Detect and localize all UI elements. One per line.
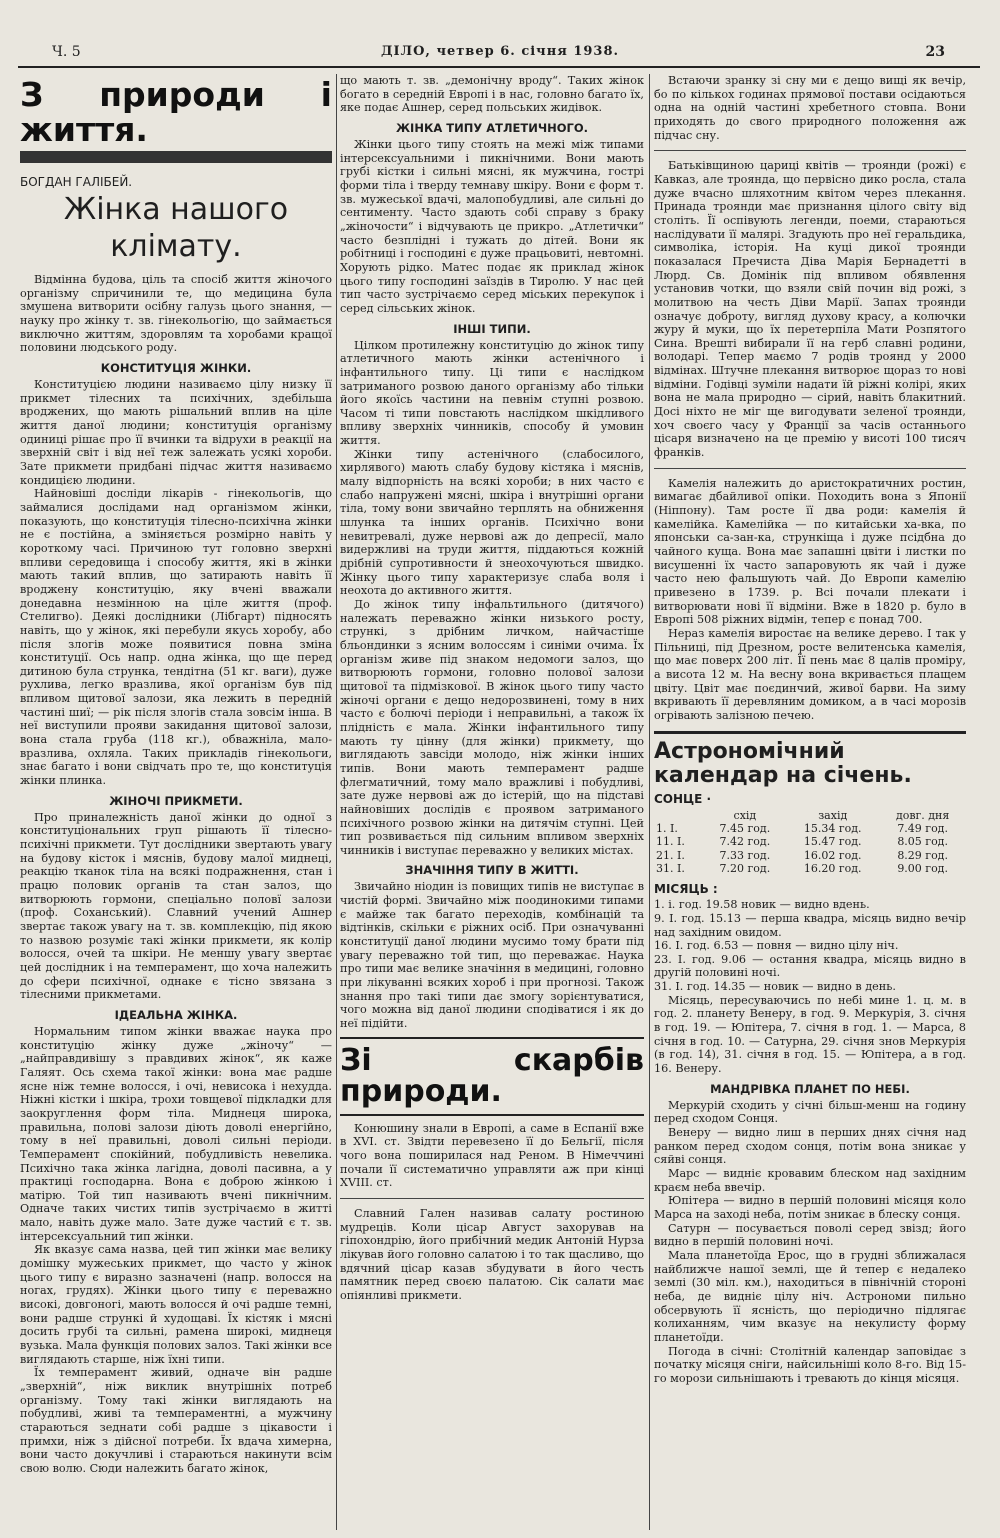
paragraph-mercury: Меркурій сходить у січні більш-менш на годину перед сходом Сонця.	[654, 1098, 966, 1126]
paragraph-camellia-2: Нераз камелія виростає на велике дерево. І так у Пільниці, під Дрезном, росте велитенська камелія, що має поверх 200 літ. Її пень має 8 цалів проміру, а висота 12 м. На весну вона вкривається плащем цвіту. Цвіт має поєдинчий, живої барви. На зиму вкривають її деревляним домиком, а в часі морозів огрівають залізною печею.	[654, 626, 966, 722]
table-header-cell: схід	[733, 808, 757, 822]
moon-phase-line: 16. І. год. 6.53 — повня — видно цілу ніч.	[654, 939, 899, 953]
paragraph-other-1: Цілком протилежну конституцію до жінок типу атлетичного мають жінки астенічного і інфантильного типу. Ці типи є наслідком затриманого розвою даного організму або тільки його якоїсь частини на певнім ступні розвою. Часом ті типи повстають наслідком шкідливого впливу зверхніх чинників, способу й умовин життя.	[340, 338, 644, 448]
table-cell: 7.42 год.	[719, 835, 771, 849]
table-row	[654, 862, 966, 875]
table-row	[654, 849, 966, 862]
paragraph-camellia-1: Камелія належить до аристократичних ростин, вимагає дбайливої опіки. Походить вона з Японії (Ніппону). Там росте її два роди: камелія й камелійка. Камелійка — по китайськи ха-вка, по японськи са-зан-ка, стрункіща і дуже псідбна до чайного куща. Вона має запашні цвіти і листки по висушенні їх часто запаровують як чай і дуже часто нею фальшують чай. До Европи камелію привезено в 1739. р. Всі почали плекати і витворювати нові її відміни. Вже в 1820 р. було в Европі 508 ріжних відмін, тепер є понад 700.	[654, 476, 966, 627]
article-title: Жінка нашого клімату.	[63, 191, 289, 264]
paragraph-eros: Мала планетоїда Ерос, що в грудні зближалася найближче нашої землі, ще й тепер є недалеко землі (30 міл. км.), находиться в північній стороні неба, де видніє цілу ніч. Астрономи пильно обсервують її ясність, що періодично підлягає колиханням, чим вказує на некулисту форму планетоїди.	[654, 1248, 966, 1344]
paragraph-rose: Батьківщиною цариці квітів — троянди (рожі) є Кавказ, але троянда, що первісно дико росла, стала дуже вчасно шляхотним квітом через плекання. Принада троянди має признання цілого світу від століть. Її оспівують легенди, поеми, стараються наслідувати її малярі. Згадують про неї геральдика, символіка, історія. На куці дикої троянди показалася Пречиста Діва Марія Бернадетті в Люрд. Св. Домінік під впливом обявлення установив чотки, що взяли свій почин від рожі, з молитвою на честь Діви Марії. Запах троянди означує доброту, вигляд духову красу, а колючки журу й муки, що їх перетерпіла Мати Розпятого Сина. Врешті вибирали її на герб славні родини, володарі. Тепер маємо 7 родів троянд у 2000 відмінах. Штучне плекання витворює щораз то нові відміни. Годівці зуміли надати їй ріжні колірі, яких вона не мала природно — сірий, навіть блакитний. Досі ніхто не міг ще вигодувати зеленої троянди, хоч своєго часу у Франції за часів останнього цісаря визначено на це премію у висоті 100 тисяч франків.	[654, 159, 966, 460]
heading-meaning: ЗНАЧІННЯ ТИПУ В ЖИТТІ.	[405, 863, 579, 878]
table-cell: 9.00 год.	[897, 862, 948, 876]
author: БОГДАН ГАЛІБЕЙ.	[20, 175, 133, 190]
table-row	[654, 835, 966, 848]
table-header-cell: довг. дня	[895, 808, 950, 822]
paragraph-jupiter: Юпітера — видно в першій половині місяця коло Марса на заході неба, потім зникає в блеску сонця.	[654, 1194, 966, 1221]
paragraph-ideal-2: Як вказує сама назва, цей тип жінки має велику домішку мужеських прикмет, що часто у жінок цього типу є виразно зазначені (напр. волосся на ногах, грудях). Жінки цього типу є переважно високі, довгоногі, мають волосся й очі радше темні, вони радше стрункі й худощаві. Їх кістяк і мясні досить грубі та сильні, рамена широкі, миднеця вузька. Мала функція полових залоз. Такі жінки все виглядають старше, ніж їхні типи.	[20, 1243, 332, 1366]
section-band	[20, 151, 332, 163]
moon-phase-line: 23. І. год. 9.06 — остання квадра, місяць видно в другій половині ночі.	[654, 952, 966, 980]
astronomical-calendar-title: Астрономічний календар на січень.	[654, 731, 966, 788]
paragraph-meaning: Звичайно ніодин із повищих типів не виступає в чистій формі. Звичайно між поодинокими типами є майже так багато переходів, комбінацій та відтінків, скільки є ріжних осіб. При означуванні конституції даної людини мусимо тому брати під увагу переважно той тип, що переважає. Наука про типи має велике значіння в медицині, головно при лікуванні всяких хороб і при прогнозі. Також знання про такі типи дає змогу зорієнтуватися, чого можна від даної людини сподіватися і як до неї підійти.	[340, 880, 644, 1031]
column-3	[654, 74, 966, 1530]
divider	[654, 150, 966, 151]
table-header-cell: захід	[818, 808, 848, 822]
issue-number: Ч. 5	[52, 44, 81, 60]
paragraph-saturn: Сатурн — посувається поволі серед звізд; його видно в першій половині ночі.	[654, 1221, 966, 1249]
page-number: 23	[925, 44, 945, 60]
section-title-2: Зі скарбів природи.	[340, 1037, 644, 1116]
column-divider	[336, 74, 337, 1530]
masthead-date: ДІЛО, четвер 6. січня 1938.	[380, 44, 620, 59]
paragraph-intro: Відмінна будова, ціль та спосіб життя жіночого організму спричинили те, що медицина була змушена витворити осібну галузь цього знання, — науку про жінку т. зв. гінекольогію, що займається виключно життям, здоровлям та хоробами кращої половини людського роду.	[20, 273, 332, 355]
table-cell: 16.20 год.	[803, 862, 862, 876]
header-rule	[18, 66, 980, 68]
paragraph-ideal-1: Нормальним типом жінки вважає наука про конституцію жінку дуже „жіночу“ — „найправдивішу з правдивих жінок“, як каже Галяят. Ось схема такої жінки: вона має радше ясне ніж темне волосся, і очі, невисока і нехудда. Ніжні кістки і шкіра, трохи товщевої підкладки для заокруглення форм тіла. Миднеця широка, правильна, полові залози діють доволі енергійно, тому в неї правильні, доволі сильні періоди. Темперамент спокійний, побудливість невелика. Психічно така жінка лагідна, доволі пасивна, а у практиці господарна. Вона є доброю жінкою і матірю. Той тип називають вчені пикнічним. Одначе таких чистих типів зустрічаємо в житті мало, навіть дуже мало. Зате дуже частий є т. зв. інтерсексуальний тип жінки.	[20, 1024, 332, 1243]
column-2	[340, 74, 644, 1530]
paragraph-constitution-1: Конституцією людини називаємо цілу низку її прикмет тілесних та психічних, здебільша вроджених, що мають рішальний вплив на ціле життя даної людини; конституція організму одиниці рішає про її вчинки та відрухи в реакції на зверхній світ і від неї теж залежать усякі хороби. Зате прикмети придбані підчас життя називаємо кондицією людини.	[20, 378, 332, 487]
page-header	[0, 0, 1000, 60]
heading-traits: ЖІНОЧІ ПРИКМЕТИ.	[109, 793, 243, 808]
paragraph-mars: Марс — видніє кровавим блеском над західним краєм неба ввечір.	[654, 1167, 966, 1194]
moon-phase-line: 9. І. год. 15.13 — перша квадра, місяць видно вечір над західним овидом.	[654, 911, 966, 939]
divider	[340, 1198, 644, 1199]
table-header-cell	[654, 809, 704, 822]
heading-constitution: КОНСТИТУЦІЯ ЖІНКИ.	[100, 361, 252, 376]
heading-athletic: ЖІНКА ТИПУ АТЛЕТИЧНОГО.	[395, 120, 589, 135]
table-cell: 11. І.	[656, 835, 685, 849]
table-cell: 15.34 год.	[803, 821, 862, 835]
paragraph-moon-planets: Місяць, пересуваючись по небі мине 1. ц. м. в год. 2. планету Венеру, в год. 9. Меркурія, 3. січня в год. 19. — Юпітера, 7. січня в год. 1. — Марса, 8 січня в год. 10. — Сатурна, 29. січня знов Меркурія (в год. 14), 31. січня в год. 15. — Юпітера, а в год. 16. Венеру.	[654, 993, 966, 1076]
paragraph-sleep: Встаючи зранку зі сну ми є дещо вищі як вечір, бо по кількох годинах прямової постави осідаються одна на одній частині хребетного стовпа. Вони приходять до свого природного положення аж підчас сну.	[654, 74, 966, 142]
paragraph-other-3: До жінок типу інфальтильного (дитячого) належать переважно жінки низького росту, стрункі, з дрібним личком, найчастіше бльондинки з ясним волоссям і синіми очима. Їх організм живе під знаком недомоги залоз, що витворюють гормони, головно полової залози щитової та підмізкової. В жінок цього типу часто жіночі органи є дещо недорозвинені, тому в них часто є болючі періоди і неправильні, а також їх плідність є мала. Жінки інфантильного типу мають ту цінну (для жінки) прикмету, що виглядають завсіди молодо, ніж жінки інших типів. Вони мають темперамент радше флегматичний, тому мало вражливі і побудливі, зате дуже нервові аж до істерій, що на підставі найновіших дослідів є проявом затриманого психічного розвою жінки на дитячім ступні. Цей тип розвивається під сильним впливом зверхніх чинників і виступає переважно у великих містах.	[340, 598, 644, 857]
paragraph-weather: Погода в січні: Столітній календар заповідає з початку місяця сніги, найсильніші коло 8-го. Від 15-го морози сильнішають і тревають до кінця місяця.	[654, 1344, 966, 1385]
table-cell: 7.20 год.	[719, 862, 771, 876]
paragraph-constitution-2: Найновіші досліди лікарів - гінекольогів, що займалися дослідами над організмом жінки, показують, що конституція тілесно-психічна жінки не є постійна, а зміняється розмірно навіть у короткому часі. Причиною тут головно зверхні впливи середовища і способу життя, які в жінки мають такий вплив, що затирають навіть її вроджену конституцію, яку вчені вважали донедавна незмінною на ціле життя (проф. Стелигво). Деякі дослідники (Лібгарт) підносять навіть, що у жінок, які перебули якусь хоробу, або після злогів може появитися повна зміна конституції. Ось напр. одна жінка, що ще перед дитиною була струнка, тендітна (51 кг. ваги), дуже рухлива, легко вразлива, якої організм був під впливом щитової залози, яка лежить в передній частині шиї; — рік після злогів стала зовсім інша. В неї виступили прояви закидання щитової залози, вона стала груба (118 кг.), обважніла, мало-вразлива, охляла. Таких прикладів гінекольоги, знає багато і вони свідчать про те, що конституція жінки плинка.	[20, 487, 332, 788]
paragraph-continued: що мають т. зв. „демонічну вроду“. Таких жінок богато в середній Европі і в нас, головно багато їх, яке подає Ашнер, серед польських жидівок.	[340, 74, 644, 115]
divider	[654, 468, 966, 469]
sun-table	[654, 809, 966, 876]
table-cell: 31. І.	[656, 862, 685, 876]
table-cell: 16.02 год.	[803, 848, 862, 862]
paragraph-galen: Славний Гален називав салату ростиною мудреців. Коли цісар Август захорував на гіпохондрію, його прибічний медик Антоній Нурза лікував його головно салатою і то так щасливо, що вдячний цісар казав збудувати в його честь памятник перед своєю палатою. Сік салати має опіянливі прикмети.	[340, 1206, 644, 1302]
section-title: З природи і життя.	[20, 75, 332, 149]
table-cell: 8.29 год.	[897, 848, 948, 862]
moon-phase-line: 1. і. год. 19.58 новик — видно вдень.	[654, 898, 870, 912]
table-row	[654, 822, 966, 835]
table-cell: 7.49 год.	[897, 821, 948, 835]
moon-label: МІСЯЦЬ :	[654, 881, 718, 896]
table-cell: 7.33 год.	[719, 848, 771, 862]
paragraph-clover: Конюшину знали в Европі, а саме в Еспанії вже в XVI. ст. Звідти перевезено її до Бельгії, після чого вона поширилася над Реном. В Німеччині почали її систематично управляти аж при кінці XVIII. ст.	[340, 1121, 644, 1190]
sun-table-header	[654, 809, 966, 822]
table-cell: 21. І.	[656, 848, 685, 862]
paragraph-venus: Венеру — видно лиш в перших днях січня над ранком перед сходом сонця, потім вона зникає у сяйві сонця.	[654, 1126, 966, 1167]
heading-planets: МАНДРІВКА ПЛАНЕТ ПО НЕБІ.	[710, 1081, 910, 1096]
table-cell: 1. І.	[656, 821, 678, 835]
heading-other-types: ІНШІ ТИПИ.	[453, 321, 531, 336]
moon-phase-line: 31. І. год. 14.35 — новик — видно в день.	[654, 980, 896, 994]
paragraph-traits: Про приналежність даної жінки до одної з конституціональних груп рішають її тілесно-психічні прикмети. Тут дослідники звертають увагу на будову кісток і мяснів, будову малої миднеці, реакцію тканок тіла на всякі подражнення, стан і працю половик органів та стан залоз, що витворюють гормони, спеціально половї залози (проф. Соханський). Славний учений Ашнер звертає також увагу на т. зв. комплекцію, під якою то назвою розуміє такі жінки прикмети, як колір волосся, очей та шкіри. Не меншу увагу звертає цей дослідник і на темперамент, що хоча належить до сфери психічної, однаке є тісно звязана з тілесними прикметами.	[20, 810, 332, 1002]
paragraph-ideal-3: Їх темперамент живий, одначе він радше „зверхній“, ніж виклик внутрішніх потреб організму. Тому такі жінки виглядають на побудливі, живі та темпераментні, а мужчину стараються зеднати собі радше з цікавости і примхи, ніж з дійсної потреби. Їх вдача химерна, вони часто докучливі і стараються накинути всім свою волю. Сюди належить багато жінок,	[20, 1366, 332, 1475]
sun-label: СОНЦЕ ·	[654, 791, 712, 806]
paragraph-other-2: Жінки типу астенічного (слабосилого, хирлявого) мають слабу будову кістяка і мяснів, малу відпорність на всякі хороби; в них часто є слабо напружені мясні, шкіра і внутрішні органи тіла, тому вони звичайно терплять на обниження шлунка та інших органів. Психічно вони невитревалі, дуже нервові аж до депресії, мало видержливі на труди життя, піддаються кожній дрібній супротивности й знеохочуються швидко. Жінку цього типу характеризує слаба воля і неохота до активного життя.	[340, 447, 644, 598]
table-cell: 8.05 год.	[897, 835, 948, 849]
paragraph-athletic: Жінки цього типу стоять на межі між типами інтерсексуальними і пикнічними. Вони мають грубі кістки і сильні мясні, як мужчина, гострі форми тіла і тверду темнаву шкіру. Вони є форм т. зв. мужеської вдачі, малопобудливі, але сильні до сентименту. Часто здають собі справу з браку „жіночости“ і відчувають це прикро. „Атлетички“ часто безплідні і тужать до дітей. Вони як робітниці і господині є дуже працьовиті, невтомні. Хорують рідко. Матес подає як приклад жінок цього типу господині заїздів в Тиролю. У нас цей тип часто зустрічаємо серед міських перекупок і серед сільських жінок.	[340, 137, 644, 315]
table-cell: 7.45 год.	[719, 821, 771, 835]
table-cell: 15.47 год.	[803, 835, 862, 849]
column-divider	[649, 74, 650, 1530]
column-1	[20, 74, 332, 1530]
heading-ideal: ІДЕАЛЬНА ЖІНКА.	[114, 1007, 238, 1022]
